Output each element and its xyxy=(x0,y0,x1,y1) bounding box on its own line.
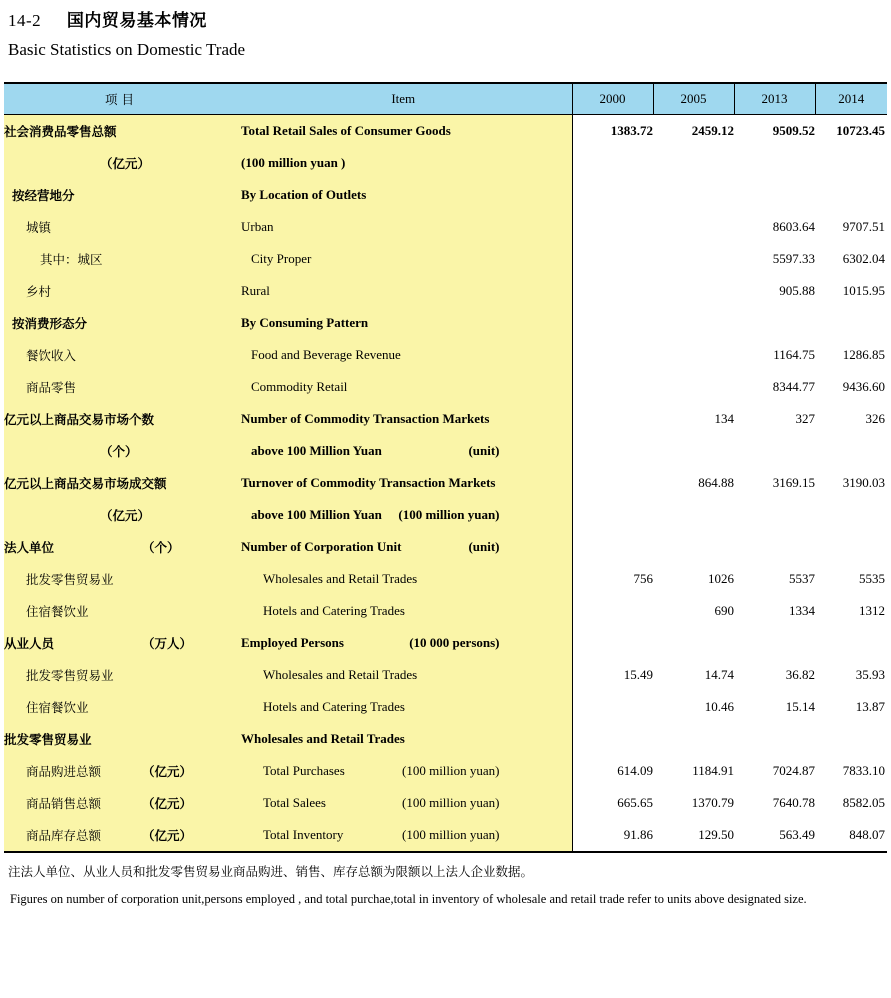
row-label-cn-text: 住宿餐饮业 xyxy=(26,604,89,619)
table-row xyxy=(4,435,887,467)
row-label-en xyxy=(235,499,572,531)
row-label-cn xyxy=(4,275,235,307)
row-label-cn xyxy=(4,819,235,852)
table-body xyxy=(4,115,887,853)
row-label-cn xyxy=(4,563,235,595)
cell-value-2013: 7640.78 xyxy=(772,795,815,810)
row-label-cn xyxy=(4,371,235,403)
table-row xyxy=(4,723,887,755)
cell-value-2014: 1286.85 xyxy=(842,347,885,362)
cell-value-2005 xyxy=(653,723,734,755)
page-title-cn xyxy=(8,6,887,31)
table-row xyxy=(4,371,887,403)
cell-value-2014 xyxy=(815,531,887,563)
cell-value-2014: 35.93 xyxy=(855,667,885,682)
cell-value-2005 xyxy=(653,275,734,307)
cell-value-2000 xyxy=(572,211,653,243)
cell-value-2000 xyxy=(572,243,653,275)
row-label-cn-text: 从业人员 xyxy=(4,636,55,651)
cell-value-2005: 690 xyxy=(714,603,734,618)
row-unit-en: (10 000 persons) xyxy=(409,635,500,650)
table-row xyxy=(4,467,887,499)
table-row xyxy=(4,787,887,819)
row-label-cn xyxy=(4,179,235,211)
row-label-cn xyxy=(4,787,235,819)
row-label-cn-text: 其中：城区 xyxy=(40,252,103,267)
row-label-en-text: Total Inventory xyxy=(263,827,344,842)
cell-value-2005 xyxy=(653,435,734,467)
row-unit-en: (100 million yuan) xyxy=(402,763,500,778)
cell-value-2005 xyxy=(653,179,734,211)
cell-value-2000 xyxy=(572,147,653,179)
row-label-en xyxy=(235,531,572,563)
table-row xyxy=(4,403,887,435)
row-label-cn-text: 商品销售总额 xyxy=(26,796,102,811)
row-unit-cn: （个） xyxy=(142,540,180,555)
cell-value-2005: 1184.91 xyxy=(692,763,734,778)
row-label-en xyxy=(235,147,572,179)
table-row xyxy=(4,595,887,627)
cell-value-2014: 1015.95 xyxy=(842,283,885,298)
table-row xyxy=(4,115,887,148)
row-label-en-text: By Consuming Pattern xyxy=(241,315,369,330)
row-unit-en: (unit) xyxy=(468,539,500,554)
title-text-cn: 国内贸易基本情况 xyxy=(66,11,207,31)
column-header-item-en: Item xyxy=(235,83,572,115)
cell-value-2005: 1370.79 xyxy=(691,795,734,810)
cell-value-2000: 756 xyxy=(633,571,653,586)
row-label-en-text: Wholesales and Retail Trades xyxy=(263,571,418,586)
cell-value-2013 xyxy=(734,435,815,467)
cell-value-2005 xyxy=(653,531,734,563)
cell-value-2013: 905.88 xyxy=(779,283,815,298)
cell-value-2000 xyxy=(572,467,653,499)
domestic-trade-table xyxy=(4,82,887,853)
table-row xyxy=(4,563,887,595)
table-row xyxy=(4,659,887,691)
cell-value-2013 xyxy=(734,307,815,339)
cell-value-2005 xyxy=(653,339,734,371)
cell-value-2014: 9707.51 xyxy=(842,219,885,234)
cell-value-2013 xyxy=(734,627,815,659)
row-label-cn-text: 商品零售 xyxy=(26,380,77,395)
cell-value-2014: 10723.45 xyxy=(836,123,885,138)
cell-value-2005: 1026 xyxy=(708,571,734,586)
row-label-en-text: Number of Commodity Transaction Markets xyxy=(241,411,490,426)
cell-value-2014 xyxy=(815,179,887,211)
row-label-cn-text: （亿元） xyxy=(100,508,151,523)
row-label-cn-text: 商品购进总额 xyxy=(26,764,102,779)
table-number: 14-2 xyxy=(8,11,42,30)
page-title-en: Basic Statistics on Domestic Trade xyxy=(8,40,246,59)
row-label-cn-text: （个） xyxy=(100,444,138,459)
table-header-row xyxy=(4,83,887,115)
column-header-year-2014: 2014 xyxy=(815,83,887,115)
table-row xyxy=(4,275,887,307)
cell-value-2013 xyxy=(734,179,815,211)
table-row xyxy=(4,627,887,659)
cell-value-2014: 5535 xyxy=(859,571,885,586)
cell-value-2000 xyxy=(572,723,653,755)
table-row xyxy=(4,147,887,179)
table-row xyxy=(4,243,887,275)
row-label-cn xyxy=(4,499,235,531)
row-label-cn-text: 批发零售贸易业 xyxy=(26,572,114,587)
row-label-cn xyxy=(4,435,235,467)
row-label-cn xyxy=(4,211,235,243)
row-label-en xyxy=(235,467,572,499)
row-label-cn xyxy=(4,115,235,148)
row-label-en xyxy=(235,371,572,403)
row-label-cn-text: 亿元以上商品交易市场个数 xyxy=(4,412,155,427)
cell-value-2013: 5597.33 xyxy=(772,251,815,266)
cell-value-2005 xyxy=(653,627,734,659)
cell-value-2000 xyxy=(572,339,653,371)
row-label-en xyxy=(235,435,572,467)
table-row xyxy=(4,531,887,563)
row-label-cn xyxy=(4,627,235,659)
cell-value-2013 xyxy=(734,723,815,755)
cell-value-2005 xyxy=(653,243,734,275)
row-unit-cn: （亿元） xyxy=(142,828,193,843)
row-label-en xyxy=(235,243,572,275)
cell-value-2014 xyxy=(815,307,887,339)
row-label-cn-text: 批发零售贸易业 xyxy=(26,668,114,683)
cell-value-2005: 14.74 xyxy=(704,667,734,682)
row-label-cn-text: 餐饮收入 xyxy=(26,348,77,363)
row-label-en-text: City Proper xyxy=(251,251,312,266)
row-label-en-text: above 100 Million Yuan xyxy=(251,443,382,458)
row-label-cn xyxy=(4,403,235,435)
cell-value-2000: 614.09 xyxy=(617,763,653,778)
row-label-en xyxy=(235,659,572,691)
table-row xyxy=(4,339,887,371)
row-label-en-text: Urban xyxy=(241,219,274,234)
row-label-en-text: Total Purchases xyxy=(263,763,345,778)
row-label-cn xyxy=(4,755,235,787)
row-label-en-text: Number of Corporation Unit xyxy=(241,539,402,554)
note-en: Figures on number of corporation unit,persons employed , and total purchae,total in inventory of wholesale and retail trade refer to units above designated size. xyxy=(10,892,807,906)
table-row xyxy=(4,307,887,339)
page xyxy=(0,6,891,998)
row-label-cn-text: 住宿餐饮业 xyxy=(26,700,89,715)
cell-value-2013: 8344.77 xyxy=(772,379,815,394)
row-label-en xyxy=(235,819,572,852)
row-unit-en: (100 million yuan) xyxy=(402,827,500,842)
row-label-cn-text: 按消费形态分 xyxy=(12,316,88,331)
row-label-en xyxy=(235,755,572,787)
row-label-en-text: Total Retail Sales of Consumer Goods xyxy=(241,123,451,138)
cell-value-2013 xyxy=(734,531,815,563)
row-label-en xyxy=(235,307,572,339)
cell-value-2014: 13.87 xyxy=(855,699,885,714)
row-label-en xyxy=(235,563,572,595)
cell-value-2013: 563.49 xyxy=(734,819,815,852)
note-cn: 注法人单位、从业人员和批发零售贸易业商品购进、销售、库存总额为限额以上法人企业数据。 xyxy=(8,864,534,879)
row-label-en xyxy=(235,595,572,627)
cell-value-2013: 1334 xyxy=(789,603,815,618)
cell-value-2000 xyxy=(572,275,653,307)
row-label-cn-text: 城镇 xyxy=(26,220,52,235)
row-label-en-text: Turnover of Commodity Transaction Markets xyxy=(241,475,496,490)
row-unit-cn: （亿元） xyxy=(142,796,193,811)
row-label-cn xyxy=(4,467,235,499)
row-label-en xyxy=(235,403,572,435)
table-row xyxy=(4,819,887,852)
cell-value-2014: 9436.60 xyxy=(842,379,885,394)
cell-value-2014: 1312 xyxy=(859,603,885,618)
row-unit-en: (100 million yuan) xyxy=(402,795,500,810)
row-label-en-text: Wholesales and Retail Trades xyxy=(263,667,418,682)
cell-value-2014: 326 xyxy=(865,411,885,426)
cell-value-2000 xyxy=(572,531,653,563)
cell-value-2014: 848.07 xyxy=(815,819,887,852)
cell-value-2014 xyxy=(815,723,887,755)
cell-value-2014: 3190.03 xyxy=(842,475,885,490)
cell-value-2013: 15.14 xyxy=(785,699,815,714)
table-row xyxy=(4,755,887,787)
row-label-en xyxy=(235,787,572,819)
row-label-en xyxy=(235,691,572,723)
cell-value-2005: 2459.12 xyxy=(691,123,734,138)
row-label-cn xyxy=(4,691,235,723)
cell-value-2013: 9509.52 xyxy=(772,123,815,138)
cell-value-2005 xyxy=(653,307,734,339)
cell-value-2014 xyxy=(815,147,887,179)
cell-value-2000: 91.86 xyxy=(572,819,653,852)
cell-value-2000 xyxy=(572,179,653,211)
cell-value-2005 xyxy=(653,211,734,243)
cell-value-2005: 134 xyxy=(714,411,734,426)
cell-value-2005: 864.88 xyxy=(698,475,734,490)
row-label-en-text: By Location of Outlets xyxy=(241,187,367,202)
cell-value-2000: 665.65 xyxy=(617,795,653,810)
row-label-en xyxy=(235,179,572,211)
row-label-cn-text: 批发零售贸易业 xyxy=(4,732,92,747)
cell-value-2000: 15.49 xyxy=(623,667,653,682)
row-label-en xyxy=(235,627,572,659)
row-label-cn xyxy=(4,659,235,691)
cell-value-2013: 1164.75 xyxy=(773,347,815,362)
cell-value-2013: 36.82 xyxy=(785,667,815,682)
cell-value-2014 xyxy=(815,435,887,467)
cell-value-2013: 8603.64 xyxy=(772,219,815,234)
row-label-en xyxy=(235,723,572,755)
cell-value-2013 xyxy=(734,499,815,531)
cell-value-2013 xyxy=(734,147,815,179)
column-header-year-2000: 2000 xyxy=(572,83,653,115)
cell-value-2000 xyxy=(572,627,653,659)
cell-value-2000: 1383.72 xyxy=(610,123,653,138)
row-label-en-text: Food and Beverage Revenue xyxy=(251,347,401,362)
row-label-en-text: Employed Persons xyxy=(241,635,344,650)
row-label-cn xyxy=(4,531,235,563)
row-label-en xyxy=(235,339,572,371)
cell-value-2000 xyxy=(572,595,653,627)
cell-value-2005 xyxy=(653,499,734,531)
row-label-cn-text: 乡村 xyxy=(26,284,52,299)
cell-value-2013: 3169.15 xyxy=(772,475,815,490)
cell-value-2005: 10.46 xyxy=(704,699,734,714)
column-header-year-2013: 2013 xyxy=(734,83,815,115)
row-label-cn xyxy=(4,243,235,275)
row-label-cn xyxy=(4,595,235,627)
row-label-cn-text: 按经营地分 xyxy=(12,188,75,203)
row-label-en xyxy=(235,115,572,148)
cell-value-2014 xyxy=(815,499,887,531)
table-row xyxy=(4,691,887,723)
cell-value-2013: 5537 xyxy=(789,571,815,586)
row-unit-cn: （亿元） xyxy=(142,764,193,779)
cell-value-2000 xyxy=(572,435,653,467)
table-row xyxy=(4,211,887,243)
table-row xyxy=(4,499,887,531)
row-label-cn xyxy=(4,307,235,339)
row-unit-en: (unit) xyxy=(468,443,500,458)
cell-value-2005 xyxy=(653,371,734,403)
cell-value-2000 xyxy=(572,691,653,723)
row-label-en-text: Total Salees xyxy=(263,795,326,810)
row-label-en-text: Wholesales and Retail Trades xyxy=(241,731,405,746)
row-label-en xyxy=(235,211,572,243)
cell-value-2000 xyxy=(572,371,653,403)
row-label-cn xyxy=(4,723,235,755)
row-label-cn xyxy=(4,339,235,371)
row-label-en-text: Commodity Retail xyxy=(251,379,348,394)
row-label-cn-text: 社会消费品零售总额 xyxy=(4,124,117,139)
row-label-en-text: Rural xyxy=(241,283,270,298)
row-label-en-text: (100 million yuan ) xyxy=(241,155,346,170)
cell-value-2000 xyxy=(572,403,653,435)
row-label-cn xyxy=(4,147,235,179)
cell-value-2013: 7024.87 xyxy=(772,763,815,778)
row-label-en-text: Hotels and Catering Trades xyxy=(263,603,405,618)
row-label-cn-text: 商品库存总额 xyxy=(26,828,102,843)
row-unit-en: (100 million yuan) xyxy=(398,507,500,522)
cell-value-2000 xyxy=(572,307,653,339)
cell-value-2014: 8582.05 xyxy=(842,795,885,810)
row-label-en-text: above 100 Million Yuan xyxy=(251,507,382,522)
cell-value-2014 xyxy=(815,627,887,659)
cell-value-2013: 327 xyxy=(795,411,815,426)
cell-value-2014: 6302.04 xyxy=(842,251,885,266)
table-row xyxy=(4,179,887,211)
cell-value-2000 xyxy=(572,499,653,531)
cell-value-2005 xyxy=(653,147,734,179)
row-label-en xyxy=(235,275,572,307)
row-label-cn-text: 法人单位 xyxy=(4,540,55,555)
row-label-en-text: Hotels and Catering Trades xyxy=(263,699,405,714)
cell-value-2014: 7833.10 xyxy=(842,763,885,778)
row-unit-cn: （万人） xyxy=(142,636,193,651)
column-header-year-2005: 2005 xyxy=(653,83,734,115)
row-label-cn-text: 亿元以上商品交易市场成交额 xyxy=(4,476,167,491)
row-label-cn-text: （亿元） xyxy=(100,156,151,171)
cell-value-2005: 129.50 xyxy=(653,819,734,852)
column-header-item-cn: 项 目 xyxy=(4,83,235,115)
